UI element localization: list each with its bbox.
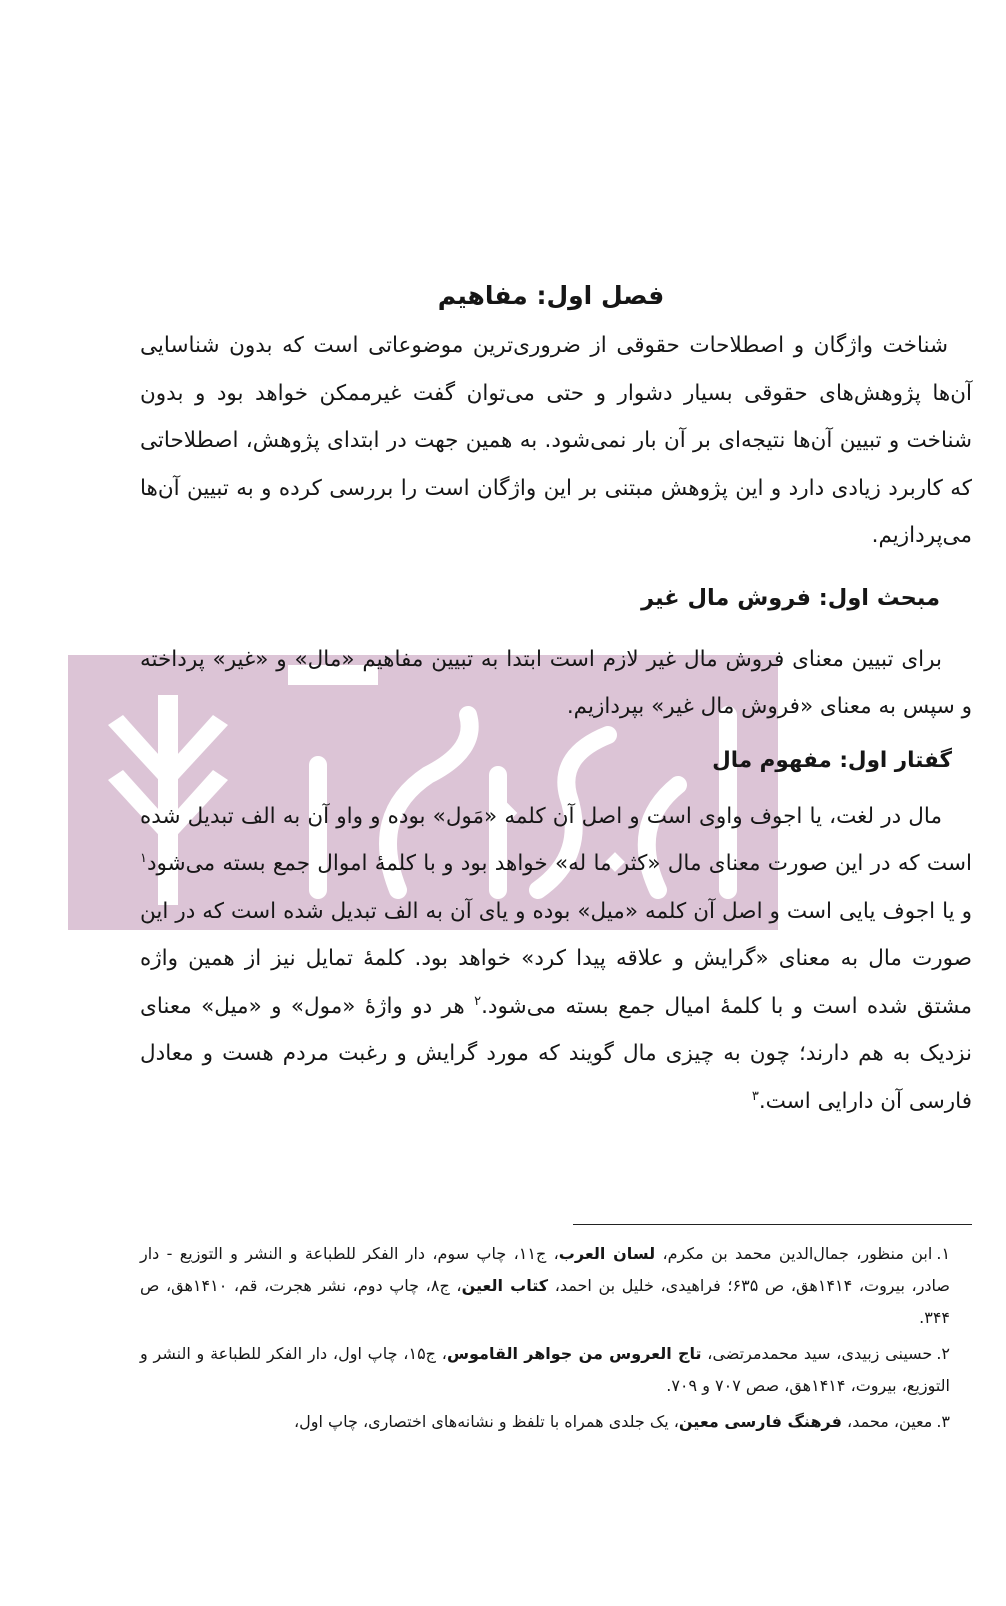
page-content xyxy=(140,272,972,1125)
footnote-text: ، ج۱۱، چاپ سوم، دار الفکر للطباعة و النشر و التوزیع - دار صادر، بیروت، ۱۴۱۴هق، ص ۶۳۵؛ فراهیدی، خلیل بن احمد، xyxy=(140,1244,951,1295)
footnote-number: ۲. xyxy=(936,1344,951,1363)
footnote-source-title: تاج العروس من جواهر القاموس xyxy=(446,1344,702,1363)
footnote-2 xyxy=(140,1338,972,1402)
footnote-number: ۳. xyxy=(936,1412,950,1431)
body-text-part1: مال در لغت، یا اجوف واوی است و اصل آن کلمه «مَول» بوده و واو آن به الف تبدیل شده است که در این صورت معنای مال «کثر ما له» خواهد بود و با کلمهٔ اموال جمع بسته می‌شود xyxy=(140,803,972,876)
footnote-text: حسینی زبیدی، سید محمدمرتضی، xyxy=(701,1344,933,1363)
footnote-ref-2[interactable]: ۲ xyxy=(474,993,482,1009)
footnote-divider xyxy=(573,1224,972,1225)
body-text-part3: هر دو واژهٔ «مول» و «میل» معنای نزدیک به هم دارند؛ چون به چیزی مال گویند که مورد گرایش و رغبت مردم هست و معادل فارسی آن دارایی است. xyxy=(140,993,972,1114)
section-title: مبحث اول: فروش مال غیر xyxy=(641,584,940,611)
footnote-source-title: لسان العرب xyxy=(558,1244,656,1263)
footnote-3 xyxy=(140,1406,972,1438)
footnote-ref-3[interactable]: ۳ xyxy=(751,1088,759,1104)
footnote-ref-1[interactable]: ۱ xyxy=(140,850,147,866)
footnote-number: ۱. xyxy=(936,1244,951,1263)
body-paragraph xyxy=(140,793,972,1126)
intro-paragraph: شناخت واژگان و اصطلاحات حقوقی از ضروری‌ترین موضوعاتی است که بدون شناسایی آن‌ها پژوهش‌های حقوقی بسیار دشوار و حتی می‌توان گفت غیرممکن خواهد بود و بدون شناخت و تبیین آن‌ها نتیجه‌ای بر آن بار نمی‌شود. به همین جهت در ابتدای پژوهش، اصطلاحاتی که کاربرد زیادی دارد و این پژوهش مبتنی بر این واژگان است را بررسی کرده و به تبیین آن‌ها می‌پردازیم. xyxy=(140,333,972,548)
footnote-text: ابن منظور، جمال‌الدین محمد بن مکرم، xyxy=(655,1244,933,1263)
footnote-1 xyxy=(140,1238,972,1334)
footnote-text: معین، محمد، xyxy=(841,1412,933,1431)
footnotes xyxy=(140,1238,972,1442)
footnote-text: ، یک جلدی همراه با تلفظ و نشانه‌های اختصاری، چاپ اول، xyxy=(293,1412,679,1431)
footnote-source-title: کتاب العین xyxy=(461,1276,549,1295)
footnote-text: ، ج۸، چاپ دوم، نشر هجرت، قم، ۱۴۱۰هق، ص ۳۴۴. xyxy=(140,1276,950,1327)
subsection-title: گفتار اول: مفهوم مال xyxy=(712,747,952,773)
footnote-text: ، ج۱۵، چاپ اول، دار الفکر للطباعة و النشر و التوزیع، بیروت، ۱۴۱۴هق، صص ۷۰۷ و ۷۰۹. xyxy=(140,1344,950,1395)
body-text-part2: و یا اجوف یایی است و اصل آن کلمه «میل» بوده و یای آن به الف تبدیل شده است که در این صورت مال به معنای «گرایش و علاقه پیدا کرد» خواهد بود. کلمهٔ تمایل نیز از همین واژه مشتق شده است و با کلمهٔ امیال جمع بسته می‌شود. xyxy=(140,898,972,1019)
footnote-source-title: فرهنگ فارسی معین xyxy=(678,1412,842,1431)
chapter-title: فصل اول: مفاهیم xyxy=(437,281,665,310)
section-paragraph: برای تبیین معنای فروش مال غیر لازم است ابتدا به تبیین مفاهیم «مال» و «غیر» پرداخته و سپس به معنای «فروش مال غیر» بپردازیم. xyxy=(140,646,972,719)
